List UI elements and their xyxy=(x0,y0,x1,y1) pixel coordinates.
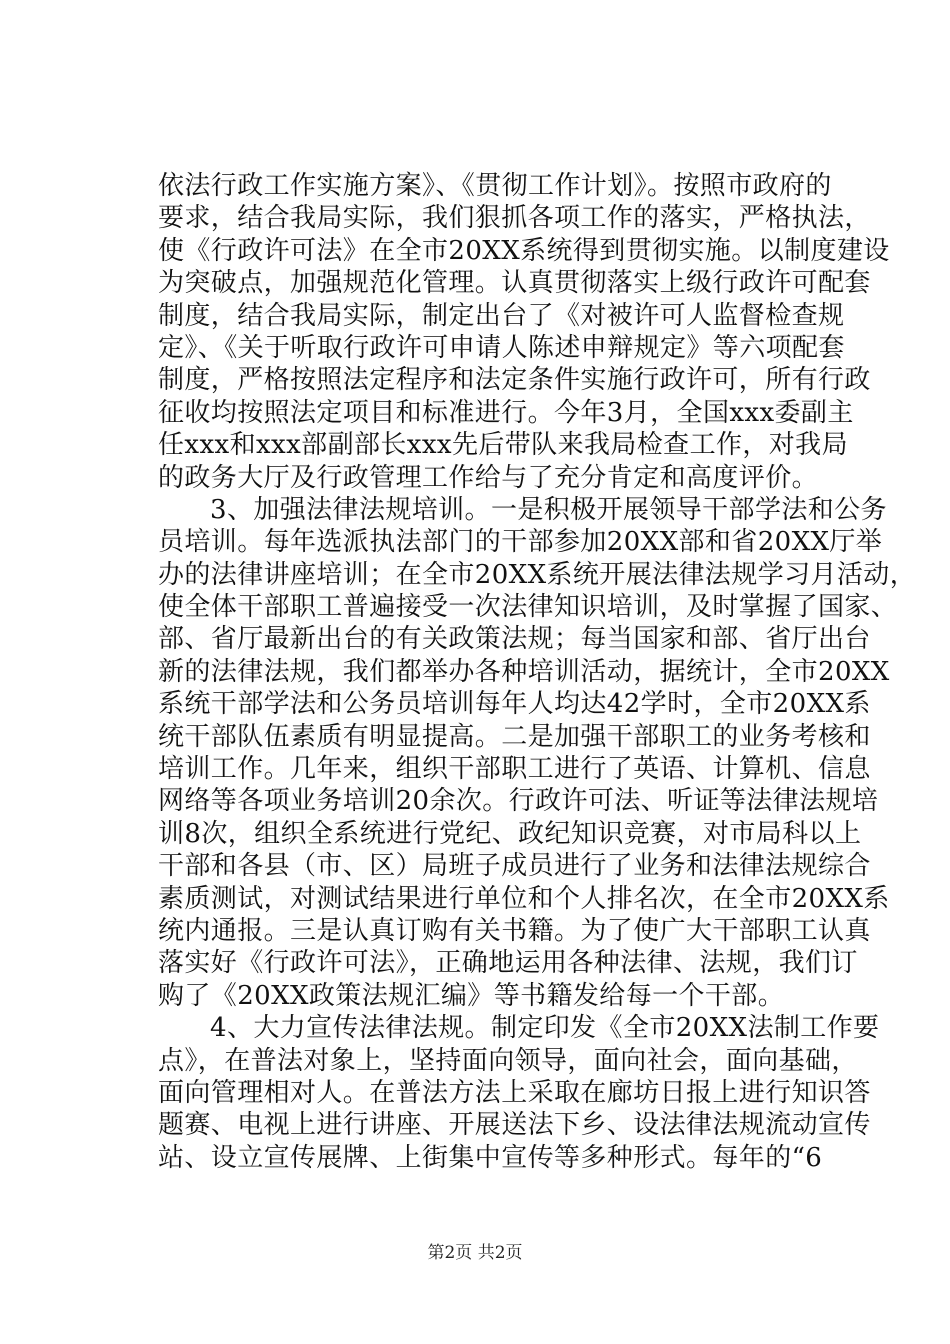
text-line: 制度，结合我局实际，制定出台了《对被许可人监督检查规 xyxy=(158,300,845,331)
text-line: 购了《20XX政策法规汇编》等书籍发给每一个干部。 xyxy=(158,980,785,1011)
text-line: 统内通报。三是认真订购有关书籍。为了使广大干部职工认真 xyxy=(158,915,871,946)
text-line: 办的法律讲座培训；在全市20XX系统开展法律法规学习月活动， xyxy=(158,559,917,590)
text-line: 干部和各县（市、区）局班子成员进行了业务和法律法规综合 xyxy=(158,851,871,882)
text-line: 站、设立宣传展牌、上街集中宣传等多种形式。每年的“6 xyxy=(158,1142,823,1173)
text-line: 征收均按照法定项目和标准进行。今年3月，全国xxx委副主 xyxy=(158,397,854,428)
text-line: 任xxx和xxx部副部长xxx先后带队来我局检查工作，对我局 xyxy=(158,430,848,461)
text-line: 部、省厅最新出台的有关政策法规；每当国家和部、省厅出台 xyxy=(158,624,871,655)
page-number-footer: 第2页 共2页 xyxy=(427,1243,523,1263)
text-line: 定》、《关于听取行政许可申请人陈述申辩规定》等六项配套 xyxy=(158,332,845,363)
text-line: 依法行政工作实施方案》、《贯彻工作计划》。按照市政府的 xyxy=(158,171,832,201)
text-line: 制度，严格按照法定程序和法定条件实施行政许可，所有行政 xyxy=(158,365,871,396)
paragraph-start-line: 4、大力宣传法律法规。制定印发《全市20XX法制工作要 xyxy=(210,1013,880,1044)
text-line: 要求，结合我局实际，我们狠抓各项工作的落实，严格执法， xyxy=(158,203,871,234)
text-line: 使《行政许可法》在全市20XX系统得到贯彻实施。以制度建设 xyxy=(158,235,890,266)
text-line: 点》，在普法对象上，坚持面向领导，面向社会，面向基础， xyxy=(158,1045,858,1076)
text-line: 的政务大厅及行政管理工作给与了充分肯定和高度评价。 xyxy=(158,462,819,493)
text-line: 培训工作。几年来，组织干部职工进行了英语、计算机、信息 xyxy=(158,754,871,785)
text-line: 新的法律法规，我们都举办各种培训活动，据统计，全市20XX xyxy=(158,656,890,687)
text-line: 落实好《行政许可法》，正确地运用各种法律、法规，我们订 xyxy=(158,948,858,979)
text-line: 为突破点，加强规范化管理。认真贯彻落实上级行政许可配套 xyxy=(158,268,871,299)
text-line: 使全体干部职工普遍接受一次法律知识培训，及时掌握了国家、 xyxy=(158,592,898,623)
text-line: 系统干部学法和公务员培训每年人均达42学时，全市20XX系 xyxy=(158,689,871,720)
text-line: 题赛、电视上进行讲座、开展送法下乡、设法律法规流动宣传 xyxy=(158,1110,871,1141)
text-line: 统干部队伍素质有明显提高。二是加强干部职工的业务考核和 xyxy=(158,721,871,752)
paragraph-start-line: 3、加强法律法规培训。一是积极开展领导干部学法和公务 xyxy=(210,494,887,525)
text-line: 面向管理相对人。在普法方法上采取在廊坊日报上进行知识答 xyxy=(158,1077,871,1108)
body-text xyxy=(158,170,917,1174)
text-line: 素质测试，对测试结果进行单位和个人排名次，在全市20XX系 xyxy=(158,883,890,914)
text-line: 网络等各项业务培训20余次。行政许可法、听证等法律法规培 xyxy=(158,786,879,817)
text-line: 员培训。每年选派执法部门的干部参加20XX部和省20XX厅举 xyxy=(158,527,883,558)
text-line: 训8次，组织全系统进行党纪、政纪知识竞赛，对市局科以上 xyxy=(158,818,862,849)
